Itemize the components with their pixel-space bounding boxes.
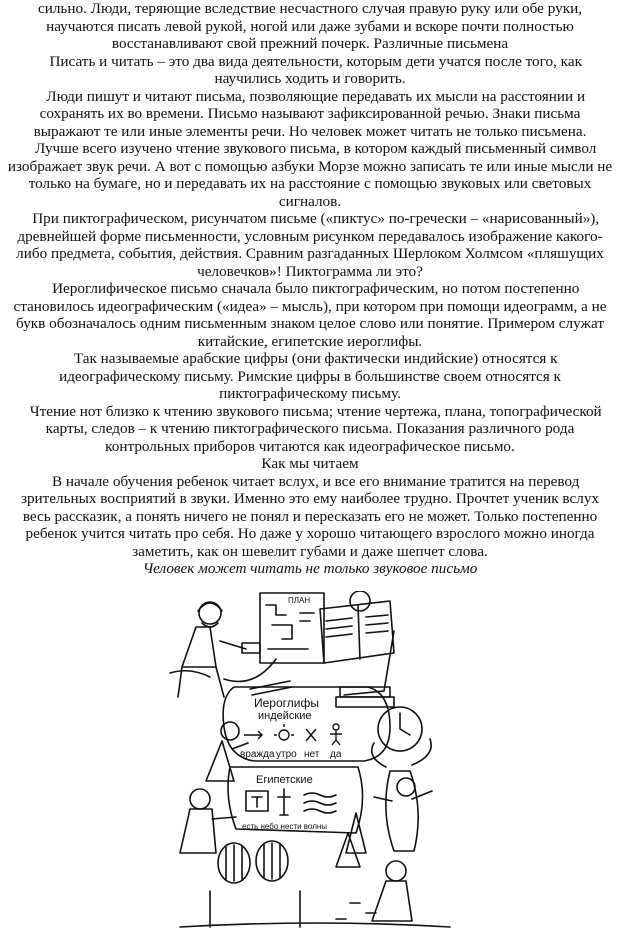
paragraph: Так называемые арабские цифры (они фактически индийские) относятся к идеографическому письму. Римские цифры в большинстве своем относятся к пиктографическому письму. <box>59 350 565 402</box>
ground-line <box>180 923 450 927</box>
paragraph: В начале обучения ребенок читает вслух, и все его внимание тратится на перевод зрительных восприятий в звуки. Именно это ему наиболее трудно. Прочтет ученик вслух весь рассказик, а понять ничего не понял и пересказать его не может. Только постепенно ребенок учится читать про себя. Но даже у хорошо читающего взрослого можно иногда заметить, как он шевелит губами и даже шепчет слова. <box>20 472 603 560</box>
paragraph: Иероглифическое письмо сначала было пиктографическим, но потом постепенно становилось идеографическим («идеа» – мысль), при котором при помощи идеограмм, а не букв обозначалось одним письменным знаком целое слово или понятие. Примером служат китайские, египетские иероглифы. <box>13 280 611 350</box>
hieroglyph-title: Иероглифы <box>254 696 319 710</box>
figure-caption: Человек может читать не только звуковое письмо <box>142 560 478 577</box>
egypt-title: Египетские <box>256 774 313 786</box>
reading-illustration <box>160 591 470 931</box>
egypt-words: есть небо нести волны <box>242 822 328 831</box>
glyph-word: да <box>330 749 342 760</box>
hieroglyph-subtitle: индейские <box>258 710 312 722</box>
egypt-reader-figure <box>180 789 236 853</box>
glyph-word: утро <box>276 749 297 760</box>
indian-glyphs <box>244 724 342 745</box>
tree-figure <box>372 739 432 851</box>
glyph-word: нет <box>304 749 320 760</box>
paragraph: Лучше всего изучено чтение звукового письма, в котором каждый письменный символ изображает звук речи. А вот с помощью азбуки Морзе можно записать те или иные мысли не только на бумаге, но и передавать их на расстояние с помощью звуковых или световых сигналов. <box>7 140 616 210</box>
article-text <box>6 0 614 578</box>
paragraph: Чтение нот близко к чтению звукового письма; чтение чертежа, плана, топографической карты, следов – к чтению пиктографического письма. Показания различного рода контрольных приборов читаются как идеографическое письмо. <box>18 402 606 455</box>
egyptian-glyphs <box>246 789 336 815</box>
paragraph: Люди пишут и читают письма, позволяющие передавать их мысли на расстоянии и сохранять их во времени. Письмо называют зафиксированной речью. Знаки письма выражают те или иные элементы речи. Но человек может читать не только письмена. <box>33 87 589 140</box>
section-heading: Как мы читаем <box>261 455 359 472</box>
fir-trees <box>336 813 366 867</box>
plan-label: ПЛАН <box>288 596 311 605</box>
clock-icon <box>378 707 422 751</box>
illustration-svg <box>160 591 470 931</box>
glyph-word: вражда <box>240 749 275 760</box>
tracker-figure <box>210 841 412 927</box>
paragraph: При пиктографическом, рисунчатом письме («пиктус» по-гречески – «нарисованный»), древнейшей форме письменности, условным рисунком передавалось изображение какого-либо предмета, события, действия. Сравним разгаданных Шерлоком Холмсом «пляшущих человечков»! Пиктограмма ли это? <box>16 210 608 280</box>
paragraph: сильно. Люди, теряющие вследствие несчастного случая правую руку или обе руки, научаются писать левой рукой, ногой или даже зубами и вскоре почти полностью восстанавливают свой прежний почерк. Различные письмена <box>37 0 586 52</box>
paragraph: Писать и читать – это два вида деятельности, которым дети учатся после того, как научились ходить и говорить. <box>38 52 586 87</box>
